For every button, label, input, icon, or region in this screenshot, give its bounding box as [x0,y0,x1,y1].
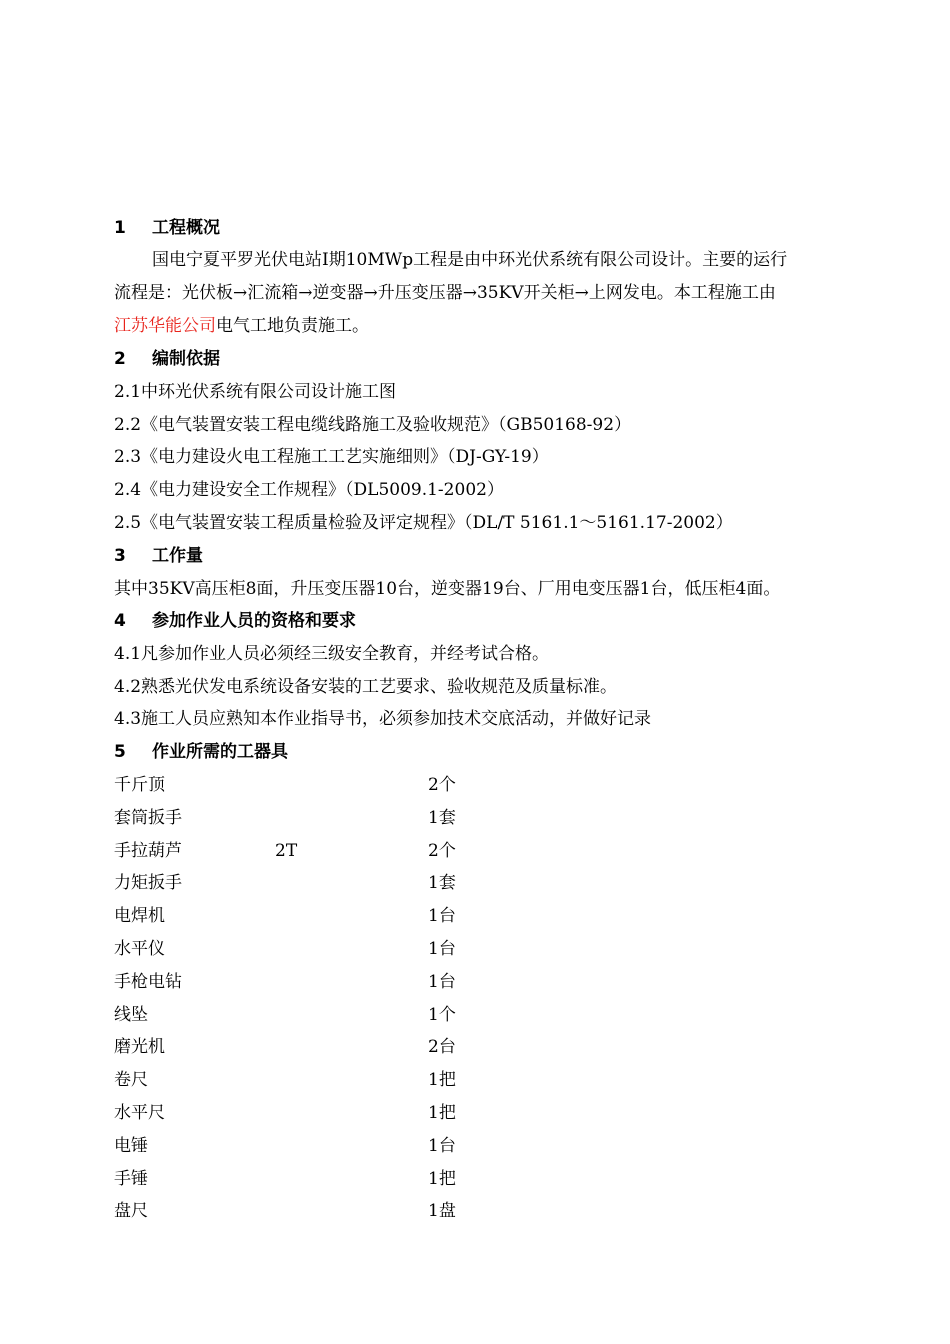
section-number: 1 [114,218,126,238]
tool-qty: 1台 [428,906,456,926]
requirement-item: 4.3施工人员应熟知本作业指导书，必须参加技术交底活动，并做好记录 [114,709,652,729]
tool-row [0,904,950,928]
section-number: 4 [114,611,126,631]
tool-name: 水平尺 [114,1103,165,1123]
tool-qty: 1把 [428,1070,456,1090]
basis-item: 2.2《电气装置安装工程电缆线路施工及验收规范》（GB50168-92） [114,415,632,435]
tool-row [0,806,950,830]
tool-row [0,839,950,863]
section-3-heading [114,544,203,568]
tool-name: 套筒扳手 [114,808,182,828]
tool-row [0,1101,950,1125]
section-title: 工程概况 [152,218,220,238]
section-5-heading [114,740,288,764]
tool-row [0,1003,950,1027]
tool-name: 线坠 [114,1005,148,1025]
tool-name: 手枪电钻 [114,972,182,992]
tool-qty: 1台 [428,1136,456,1156]
tool-row [0,970,950,994]
tool-qty: 2个 [428,841,456,861]
tool-qty: 1个 [428,1005,456,1025]
tool-row [0,937,950,961]
tool-qty: 1台 [428,939,456,959]
overview-line-1: 国电宁夏平罗光伏电站Ⅰ期10MWp工程是由中环光伏系统有限公司设计。主要的运行 [152,250,788,270]
tool-name: 手锤 [114,1169,148,1189]
tool-name: 力矩扳手 [114,873,182,893]
overview-line-3-rest: 电气工地负责施工。 [216,316,369,336]
section-title: 工作量 [152,546,203,566]
section-2-heading [114,347,220,371]
section-title: 编制依据 [152,349,220,369]
tool-row [0,1199,950,1223]
basis-item: 2.5《电气装置安装工程质量检验及评定规程》（DL/T 5161.1～5161.17-2002） [114,513,733,533]
tool-row [0,1068,950,1092]
tool-name: 电焊机 [114,906,165,926]
tool-row [0,1035,950,1059]
tool-name: 水平仪 [114,939,165,959]
tool-qty: 2台 [428,1037,456,1057]
overview-line-3 [114,314,369,338]
section-number: 3 [114,546,126,566]
section-title: 参加作业人员的资格和要求 [152,611,356,631]
tool-qty: 1把 [428,1169,456,1189]
tool-row [0,871,950,895]
basis-item: 2.3《电力建设火电工程施工工艺实施细则》（DJ-GY-19） [114,447,549,467]
tool-qty: 2个 [428,775,456,795]
tool-qty: 1把 [428,1103,456,1123]
requirement-item: 4.1凡参加作业人员必须经三级安全教育，并经考试合格。 [114,644,550,664]
requirement-item: 4.2熟悉光伏发电系统设备安装的工艺要求、验收规范及质量标准。 [114,677,618,697]
section-4-heading [114,609,356,633]
tool-spec: 2T [275,841,298,861]
tool-qty: 1套 [428,873,456,893]
tool-row [0,1134,950,1158]
tool-row [0,773,950,797]
tool-name: 盘尺 [114,1201,148,1221]
section-number: 5 [114,742,126,762]
tool-name: 电锤 [114,1136,148,1156]
overview-line-2: 流程是：光伏板→汇流箱→逆变器→升压变压器→35KV开关柜→上网发电。本工程施工由 [114,283,776,303]
tool-row [0,1167,950,1191]
workload-text: 其中35KV高压柜8面，升压变压器10台，逆变器19台、厂用电变压器1台，低压柜4面。 [114,579,781,599]
tool-name: 卷尺 [114,1070,148,1090]
basis-item: 2.1中环光伏系统有限公司设计施工图 [114,382,397,402]
basis-item: 2.4《电力建设安全工作规程》（DL5009.1-2002） [114,480,504,500]
contractor-name: 江苏华能公司 [114,316,216,336]
section-number: 2 [114,349,126,369]
tool-name: 磨光机 [114,1037,165,1057]
tool-qty: 1盘 [428,1201,456,1221]
section-title: 作业所需的工器具 [152,742,288,762]
tool-qty: 1台 [428,972,456,992]
tool-name: 千斤顶 [114,775,165,795]
section-1-heading [114,216,220,240]
tool-name: 手拉葫芦 [114,841,182,861]
tool-qty: 1套 [428,808,456,828]
